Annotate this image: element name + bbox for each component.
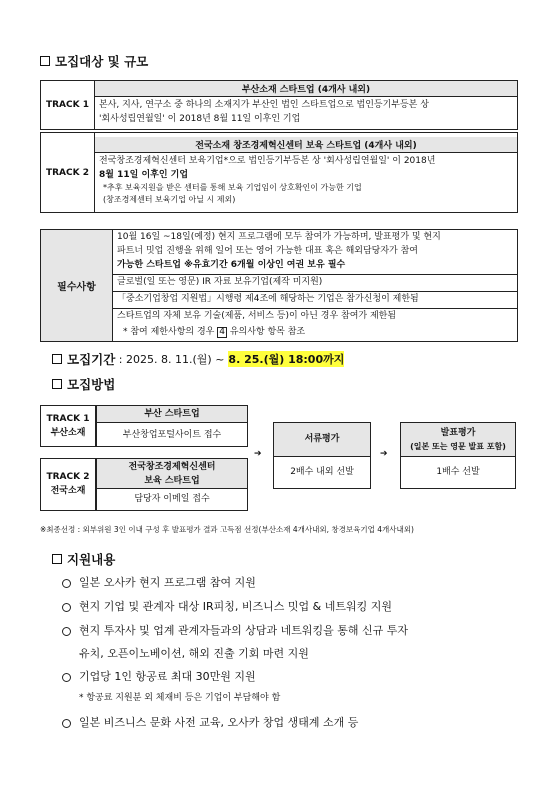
flow-presentation-title: 발표평가 (440, 428, 476, 438)
checkbox-square-icon (52, 554, 62, 564)
flow-track1-region: 부산소재 (50, 428, 86, 439)
circle-bullet-icon (62, 673, 71, 682)
support-item-4-note-text: * 항공료 지원분 외 체재비 등은 기업이 부담해야 함 (79, 693, 281, 703)
requirement-item-2: 글로벌(일 또는 영문) IR 자료 보유기업(제작 미지원) (113, 274, 518, 291)
checkbox-square-icon (52, 354, 62, 364)
flow-track2-head-line1: 전국창조경제혁신센터 (128, 462, 216, 472)
circle-bullet-icon (62, 579, 71, 588)
checkbox-square-icon (52, 379, 62, 389)
flow-track2-label-text: TRACK 2 (46, 472, 90, 482)
flow-track1-head: 부산 스타트업 (97, 406, 247, 423)
flow-track2-region: 전국소재 (50, 486, 86, 497)
section-title-recruit-target (40, 52, 148, 70)
support-item-2 (62, 598, 392, 615)
flow-track2-label (40, 458, 96, 511)
support-item-1-text: 일본 오사카 현지 프로그램 참여 지원 (79, 576, 256, 589)
flow-track2-head-line2: 보육 스타트업 (144, 476, 200, 486)
track1-label: TRACK 1 (41, 81, 95, 130)
support-item-1 (62, 574, 256, 591)
track2-note2: (창조경제센터 보육기업 아닐 시 제외) (103, 195, 236, 205)
support-item-5-text: 일본 비즈니스 문화 사전 교육, 오사카 창업 생태계 소개 등 (79, 716, 359, 729)
flow-presentation-body: 1배수 선발 (436, 467, 480, 477)
flow-document-review-body: 2배수 내외 선발 (290, 467, 354, 477)
track1-line2: '회사성립연월일' 이 2018년 8월 11일 이후인 기업 (99, 113, 301, 124)
requirement-1-line-c: 가능한 스타트업 ※유효기간 6개월 이상인 여권 보유 필수 (117, 259, 346, 270)
support-item-4-text: 기업당 1인 항공료 최대 30만원 지원 (79, 670, 256, 683)
requirement-1-line-a: 10월 16일 ~18일(예정) 현지 프로그램에 모두 참여가 가능하며, 발표평가 및 현지 (117, 232, 441, 242)
period-label: 모집기간 (67, 352, 116, 367)
requirement-item-4: 스타트업의 자체 보유 기술(제품, 서비스 등)이 아닌 경우 참여가 제한됨 (113, 308, 518, 324)
flow-document-review-head: 서류평가 (274, 423, 370, 457)
recruitment-period (52, 350, 344, 368)
track2-subtitle: 전국소재 창조경제혁신센터 보육 스타트업 (4개사 내외) (95, 137, 517, 153)
requirement-1-line-b: 파트너 밋업 진행을 위해 일어 또는 영어 가능한 대표 혹은 해외담당자가 참여 (117, 245, 418, 256)
support-item-3-text: 현지 투자사 및 업계 관계자들과의 상담과 네트워킹을 통해 신규 투자 (79, 624, 408, 637)
flow-presentation-box (400, 422, 516, 489)
support-item-4-note (79, 692, 280, 706)
support-item-2-text: 현지 기업 및 관계자 대상 IR피칭, 비즈니스 밋업 & 네트워킹 지원 (79, 600, 392, 613)
support-item-4 (62, 668, 256, 685)
flow-track1-body: 부산창업포털사이트 접수 (122, 430, 222, 440)
requirement-5-text-b: 유의사항 항목 참조 (229, 326, 306, 337)
track1-subtitle: 부산소재 스타트업 (4개사 내외) (95, 81, 517, 97)
flow-track2-body: 담당자 이메일 접수 (134, 494, 210, 504)
flow-presentation-head (401, 423, 515, 457)
requirement-item-1 (113, 230, 518, 275)
circle-bullet-icon (62, 627, 71, 636)
circle-bullet-icon (62, 719, 71, 728)
requirement-5-text-a: * 참여 제한사항의 경우 (123, 326, 215, 337)
track2-label: TRACK 2 (41, 133, 95, 213)
requirements-table (40, 229, 518, 342)
method-label: 모집방법 (67, 377, 116, 392)
final-selection-note: ※최종선정 : 외부위원 3인 이내 구성 후 발표평가 결과 고득점 선정(부산소재 4개사내외, 창경보육기업 4개사내외) (40, 525, 414, 534)
period-end: 8. 25.(월) 18:00까지 (228, 353, 345, 366)
support-item-5 (62, 714, 358, 731)
track1-line1: 본사, 지사, 연구소 중 하나의 소재지가 부산인 법인 스타트업으로 법인등기부등본 상 (99, 100, 429, 110)
support-item-3-text-cont: 유치, 오픈이노베이션, 해외 진출 기회 마련 지원 (79, 647, 309, 660)
support-item-3 (62, 622, 408, 639)
circle-bullet-icon (62, 603, 71, 612)
requirements-label: 필수사항 (41, 230, 113, 342)
requirement-5-number: 4 (219, 326, 225, 337)
flow-track2-box (96, 458, 248, 511)
checkbox-square-icon (40, 56, 50, 66)
support-contents-title (52, 550, 115, 568)
flow-presentation-subtitle: (일본 또는 영문 발표 포함) (410, 442, 506, 451)
flow-track1-label-text: TRACK 1 (46, 414, 90, 424)
flow-arrow-2: ➔ (380, 449, 388, 459)
support-item-3-cont (79, 645, 309, 662)
section-title-text: 모집대상 및 규모 (55, 54, 149, 69)
track1-table (40, 80, 518, 130)
track2-note1: *추후 보육지원을 받은 센터를 통해 보육 기업임이 상호확인이 가능한 기업 (103, 183, 362, 193)
track2-description (95, 153, 517, 209)
track2-line2: 8월 11일 이후인 기업 (99, 169, 189, 180)
flow-track2-head (97, 459, 247, 489)
recruitment-method-title (52, 375, 115, 393)
period-separator: : (115, 352, 127, 366)
track1-description (95, 97, 517, 129)
requirement-item-5 (113, 325, 518, 341)
period-start: 2025. 8. 11.(월) ~ (126, 353, 225, 366)
track2-table (40, 132, 518, 213)
flow-track1-box (96, 405, 248, 447)
flow-document-review-box (273, 422, 371, 489)
requirement-item-3: 「중소기업창업 지원법」시행령 제4조에 해당하는 기업은 참가신청이 제한됨 (113, 291, 518, 308)
flow-track1-label (40, 405, 96, 447)
support-label: 지원내용 (67, 552, 116, 567)
track2-line1: 전국창조경제혁신센터 보육기업*으로 법인등기부등본 상 '회사성립연월일' 이 2018년 (99, 155, 436, 166)
flow-arrow-1: ➔ (254, 449, 262, 459)
